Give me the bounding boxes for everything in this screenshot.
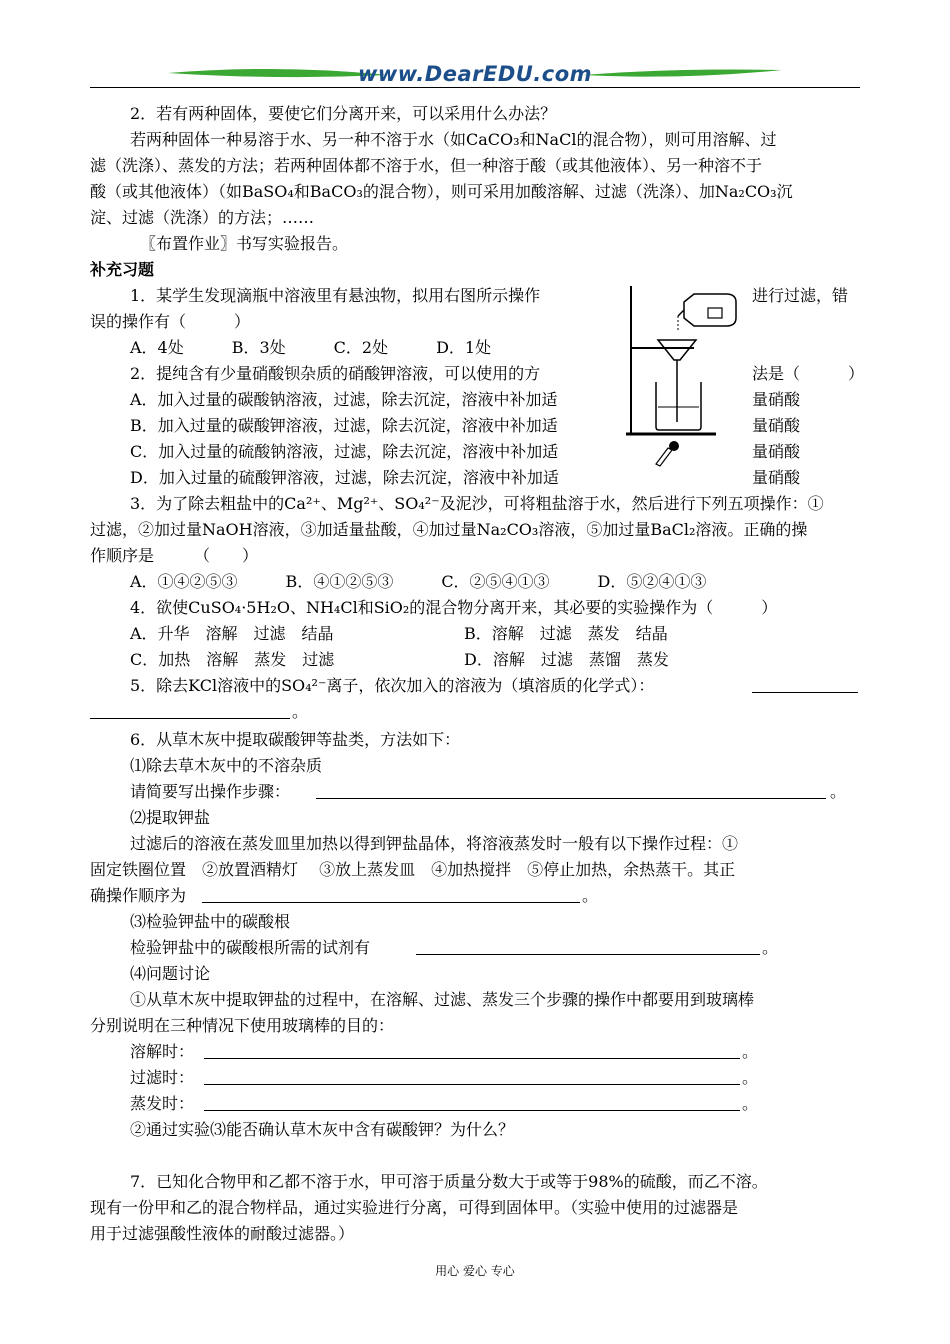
- evaporate-label: 蒸发时：: [130, 1094, 195, 1113]
- q2-option-a-end: 量硝酸: [752, 390, 801, 409]
- q3-text-1: 3．为了除去粗盐中的Ca²⁺、Mg²⁺、SO₄²⁻及泥沙，可将粗盐溶于水，然后进行下列五项操作：①: [130, 494, 824, 513]
- q2-option-d-end: 量硝酸: [752, 468, 801, 487]
- filter-label: 过滤时：: [130, 1068, 195, 1087]
- q6-part2-text-2: 固定铁圈位置 ②放置酒精灯 ③放上蒸发皿 ④加热搅拌 ⑤停止加热，余热蒸干。其正: [90, 860, 736, 879]
- q6-part4-q1-line-2: 分别说明在三种情况下使用玻璃棒的目的：: [90, 1016, 395, 1035]
- answer-line-3: 酸（或其他液体）（如BaSO₄和BaCO₃的混合物），则可采用加酸溶解、过滤（洗涤）、加Na₂CO₃沉: [90, 182, 793, 201]
- q7-text-1: 7．已知化合物甲和乙都不溶于水，甲可溶于质量分数大于或等于98%的硫酸，而乙不溶。: [130, 1172, 768, 1191]
- section-heading: 补充习题: [90, 260, 155, 279]
- q3-text-3: 作顺序是 （ ）: [90, 546, 259, 565]
- q4-option-a: A．升华 溶解 过滤 结晶: [130, 624, 334, 643]
- q2-option-a: A．加入过量的碳酸钠溶液，过滤，除去沉淀，溶液中补加适: [130, 390, 558, 409]
- page-footer: 用心 爱心 专心: [435, 1264, 515, 1278]
- q2-option-d: D．加入过量的硫酸钾溶液，过滤，除去沉淀，溶液中补加适: [130, 468, 559, 487]
- q3-options: A．①④②⑤③ B．④①②⑤③ C．②⑤④①③ D．⑤②④①③: [130, 572, 707, 591]
- q2-text: 2．提纯含有少量硝酸钡杂质的硝酸钾溶液，可以使用的方: [130, 364, 541, 383]
- q2-option-c-end: 量硝酸: [752, 442, 801, 461]
- q6-part3-title: ⑶检验钾盐中的碳酸根: [130, 912, 291, 931]
- q5-period: 。: [292, 702, 309, 721]
- page-header: [90, 58, 860, 92]
- q6-part1-blank: [316, 784, 826, 799]
- q6-part2-blank: [202, 888, 580, 903]
- header-rule: [90, 87, 860, 88]
- q6-part3-text: 检验钾盐中的碳酸根所需的试剂有: [130, 938, 371, 957]
- q5-text: 5．除去KCl溶液中的SO₄²⁻离子，依次加入的溶液为（填溶质的化学式）：: [130, 676, 655, 695]
- q1-text-right: 进行过滤，错: [752, 286, 849, 305]
- answer-line-2: 滤（洗涤）、蒸发的方法；若两种固体都不溶于水，但一种溶于酸（或其他液体）、另一种溶不于: [90, 156, 763, 175]
- answer-line-4: 淀、过滤（洗涤）的方法；……: [90, 208, 315, 227]
- q6-part3-blank: [416, 940, 760, 955]
- q4-text: 4．欲使CuSO₄·5H₂O、NH₄Cl和SiO₂的混合物分离开来，其必要的实验操作为（ ）: [130, 598, 778, 617]
- q6-part1-prompt: 请简要写出操作步骤：: [130, 782, 291, 801]
- q3-text-2: 过滤，②加过量NaOH溶液，③加适量盐酸，④加过量Na₂CO₃溶液，⑤加过量BaCl₂溶液。正确的操: [90, 520, 808, 539]
- q1-text-2: 误的操作有（ ）: [90, 312, 251, 331]
- site-logo-text: www.DearEDU.com: [357, 62, 593, 86]
- q5-answer-blank-2: [90, 704, 290, 719]
- q4-option-b: B．溶解 过滤 蒸发 结晶: [464, 624, 668, 643]
- q5-answer-blank: [752, 678, 858, 693]
- evaporate-blank: [204, 1096, 740, 1111]
- q7-text-3: 用于过滤强酸性液体的耐酸过滤器。）: [90, 1224, 355, 1243]
- q6-part4-q2: ②通过实验⑶能否确认草木灰中含有碳酸钾？为什么？: [130, 1120, 515, 1139]
- q2-option-b-end: 量硝酸: [752, 416, 801, 435]
- q1-text: 1．某学生发现滴瓶中溶液里有悬浊物，拟用右图所示操作: [130, 286, 541, 305]
- q6-part2-text-3: 确操作顺序为: [90, 886, 187, 905]
- q4-option-c: C．加热 溶解 蒸发 过滤: [130, 650, 335, 669]
- question-2-heading: 2．若有两种固体，要使它们分离开来，可以采用什么办法？: [130, 104, 557, 123]
- answer-line-1: 若两种固体一种易溶于水、另一种不溶于水（如CaCO₃和NaCl的混合物），则可用溶解、过: [130, 130, 777, 149]
- q2-option-c: C．加入过量的硫酸钠溶液，过滤，除去沉淀，溶液中补加适: [130, 442, 559, 461]
- q4-option-d: D．溶解 过滤 蒸馏 蒸发: [464, 650, 669, 669]
- homework-line: 〖布置作业〗书写实验报告。: [140, 234, 349, 253]
- dissolve-label: 溶解时：: [130, 1042, 195, 1061]
- q6-text: 6．从草木灰中提取碳酸钾等盐类，方法如下：: [130, 730, 461, 749]
- q6-part2-text-1: 过滤后的溶液在蒸发皿里加热以得到钾盐晶体，将溶液蒸发时一般有以下操作过程：①: [130, 834, 739, 853]
- q7-text-2: 现有一份甲和乙的混合物样品，通过实验进行分离，可得到固体甲。（实验中使用的过滤器是: [90, 1198, 739, 1217]
- q1-options: A．4处 B．3处 C．2处 D．1处: [130, 338, 492, 357]
- q6-part1-title: ⑴除去草木灰中的不溶杂质: [130, 756, 323, 775]
- q6-part2-title: ⑵提取钾盐: [130, 808, 211, 827]
- dissolve-blank: [204, 1044, 740, 1059]
- q6-part4-q1-line-1: ①从草木灰中提取钾盐的过程中，在溶解、过滤、蒸发三个步骤的操作中都要用到玻璃棒: [130, 990, 755, 1009]
- q6-part4-title: ⑷问题讨论: [130, 964, 211, 983]
- filtration-apparatus-figure: [626, 282, 746, 482]
- q2-text-right: 法是（ ）: [752, 364, 865, 383]
- filter-blank: [204, 1070, 740, 1085]
- q2-option-b: B．加入过量的碳酸钾溶液，过滤，除去沉淀，溶液中补加适: [130, 416, 558, 435]
